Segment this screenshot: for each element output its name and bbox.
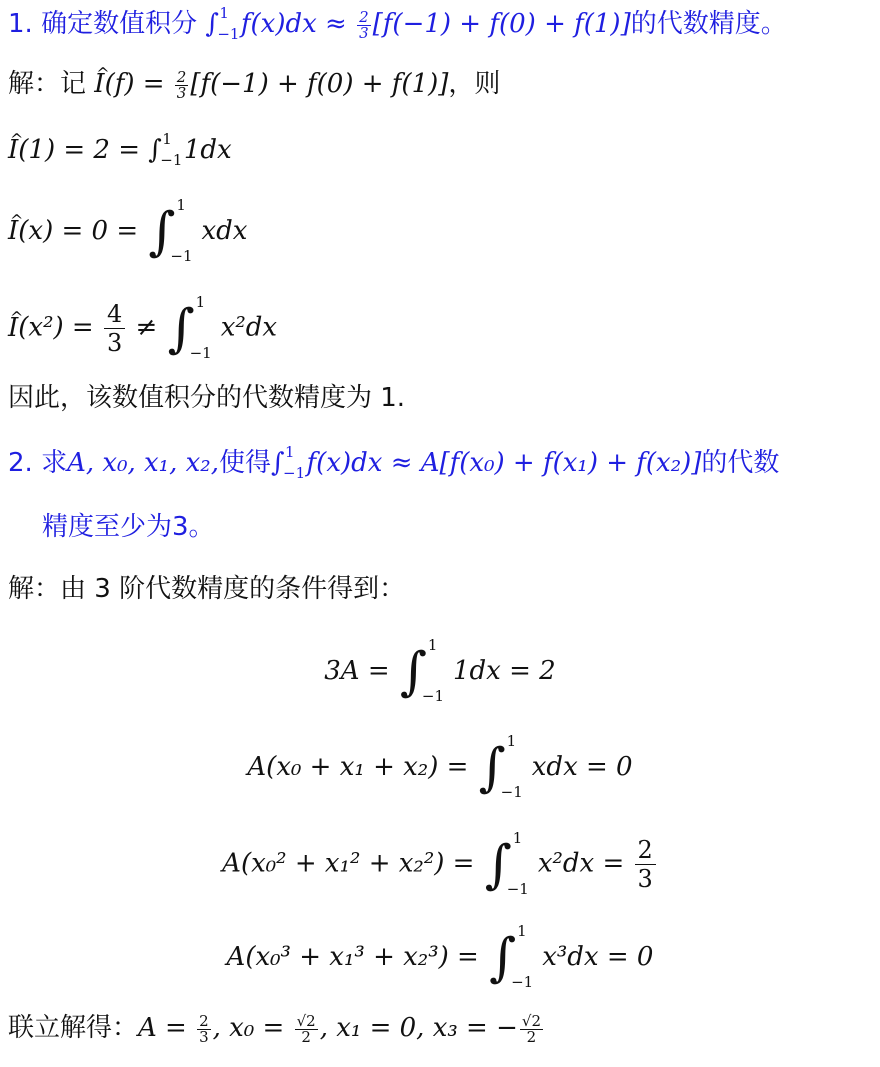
solution-1-intro: 解：记 ^ I(f) = $\frac{2}{3}$ [f(−1) + f(0) + f(1)]，则 [8, 64, 500, 104]
integral-sign: ∫ 1 −1 [399, 636, 445, 705]
solution-label: 解：记 [8, 69, 87, 99]
fraction: $\frac{2}{3}$ [359, 7, 369, 42]
integral-sign: ∫ 1 −1 [484, 828, 529, 898]
conclusion-1: 因此，该数值积分的代数精度为 1. [8, 383, 406, 413]
fraction: $\frac{2}{3}$ [176, 67, 187, 102]
integral-sign: ∫ 1 −1 [148, 196, 193, 265]
question-number: 2. [8, 448, 33, 478]
question-text: 的代数精度。 [630, 9, 787, 39]
integral-sign: ∫ 1 −1 [271, 443, 306, 482]
fraction: $\frac{2}{3}$ [199, 1011, 209, 1046]
formula-text: f(x)dx ≈ [240, 9, 347, 39]
equation-line: ^ I(x) = 0 = ∫ 1 −1 xdx [8, 206, 247, 258]
question-1 [8, 4, 787, 44]
equation-line: ^ I(1) = 2 = ∫ 1 −1 1dx [8, 130, 232, 170]
question-number: 1. [8, 9, 33, 39]
solution-2-intro: 解：由 3 阶代数精度的条件得到： [8, 574, 406, 604]
integral-sign: ∫ 1 −1 [167, 292, 212, 362]
equation-line: A(x₀³ + x₁³ + x₂³) = ∫ 1 −1 x³dx = 0 [226, 922, 654, 991]
formula-text: [f(−1) + f(0) + f(1)] [372, 9, 631, 39]
equation-line: 3A = ∫ 1 −1 1dx = 2 [324, 636, 556, 705]
question-text: 确定数值积分 [41, 9, 198, 39]
fraction: $\frac{4}{3}$ [104, 302, 125, 355]
integral-sign: ∫ 1 −1 [148, 130, 183, 169]
final-answer: 联立解得：A = $\frac{2}{3}$ , x₀ = $\frac{√2}{2}$ , x₁ = 0, x₃ = − $\frac{√2}{2}$ [8, 1011, 541, 1046]
fraction: $\frac{√2}{2}$ [521, 1011, 541, 1046]
fraction: $\frac{√2}{2}$ [296, 1011, 316, 1046]
equation-line: A(x₀ + x₁ + x₂) = ∫ 1 −1 xdx = 0 [247, 732, 633, 801]
question-2: 2. 求A, x₀, x₁, x₂,使得∫ 1 −1 f(x)dx ≈ A[f(x₀) + f(x₁) + f(x₂)]的代数 [8, 443, 780, 482]
equation-line: ^ I(x²) = $\frac{4}{3}$ ≠ ∫ 1 −1 x²dx [8, 302, 277, 355]
question-2-cont: 精度至少为3。 [42, 512, 215, 542]
integral-sign: ∫ 1 −1 [205, 4, 240, 43]
integral-sign: ∫ 1 −1 [489, 922, 534, 991]
integral-sign: ∫ 1 −1 [478, 732, 523, 801]
equation-line: A(x₀² + x₁² + x₂²) = ∫ 1 −1 x²dx = $\frac{2}{3}$ [0, 838, 880, 891]
fraction: $\frac{2}{3}$ [635, 838, 656, 891]
